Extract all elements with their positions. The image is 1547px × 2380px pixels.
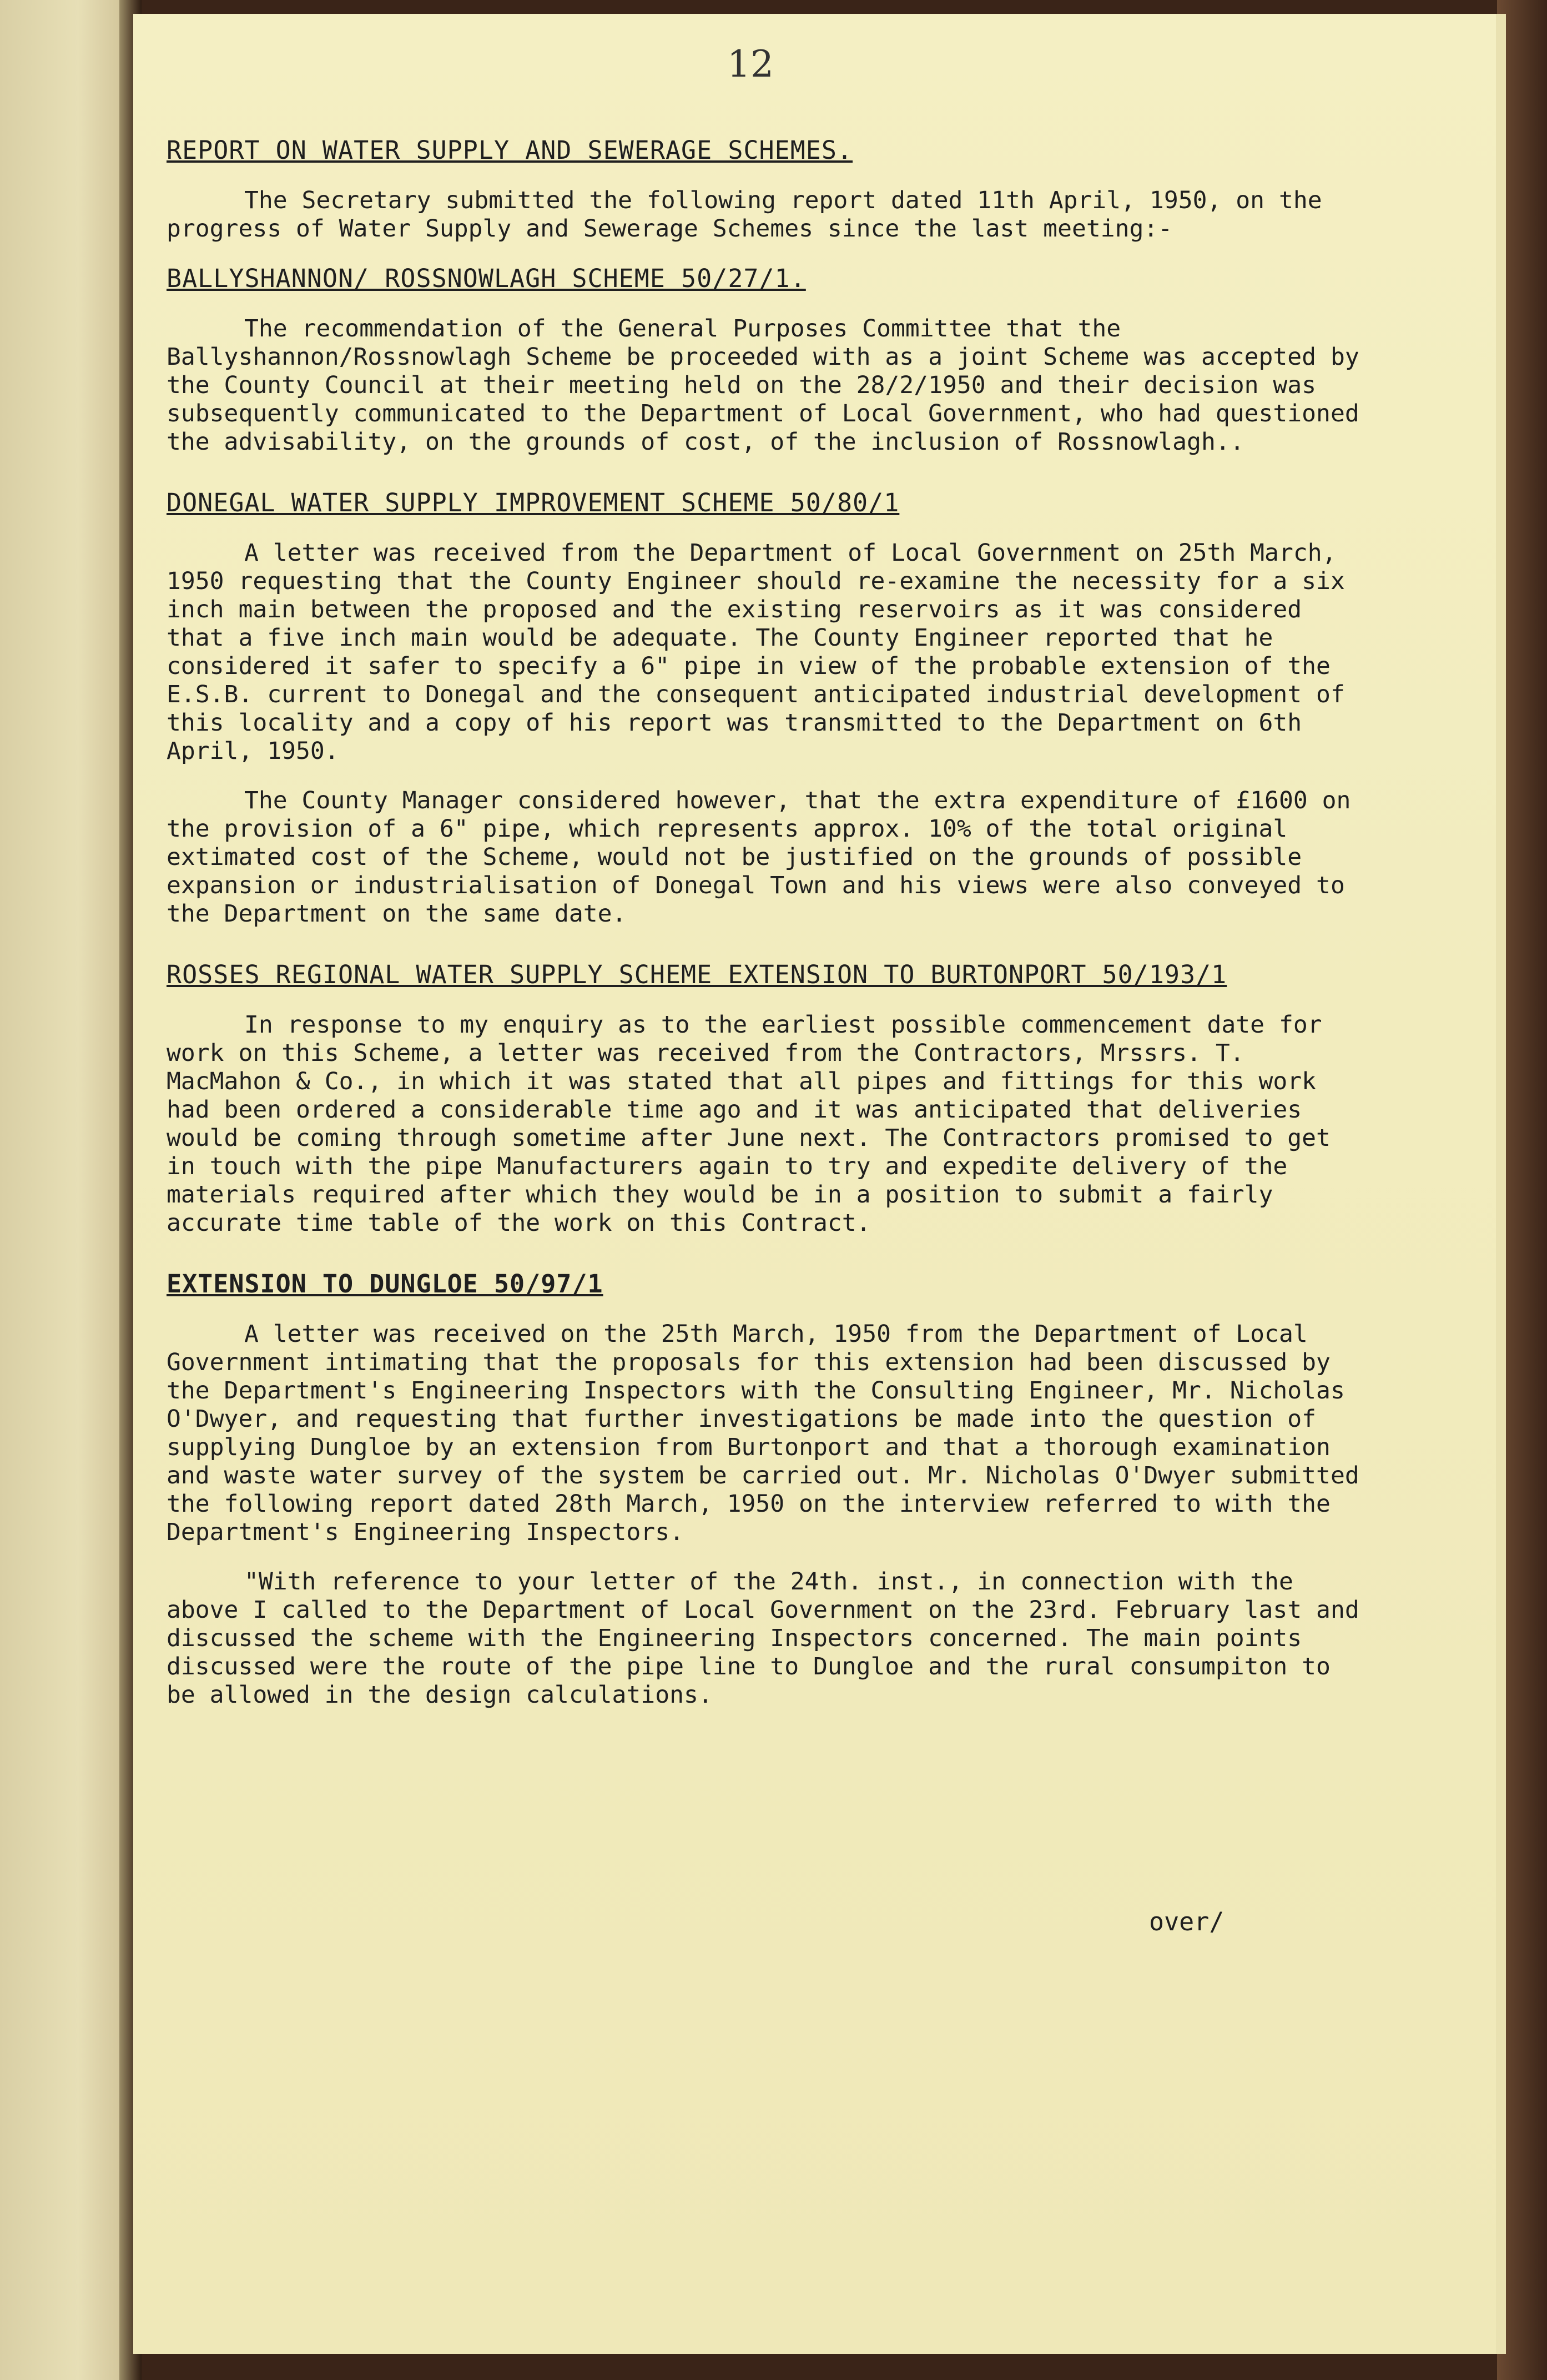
section-heading: ROSSES REGIONAL WATER SUPPLY SCHEME EXTENSION TO BURTONPORT 50/193/1 <box>167 960 1227 989</box>
section-ballyshannon <box>167 264 1360 456</box>
section-paragraph: The recommendation of the General Purposes Committee that the Ballyshannon/Rossnowlagh Scheme be proceeded with as a joint Scheme was accepted by the County Council at their meeting held on the 28/2/1950 and their decision was subsequently communicated to the Department of Local Government, who had questioned the advisability, on the grounds of cost, of the inclusion of Rossnowlagh.. <box>167 315 1359 456</box>
intro-paragraph: The Secretary submitted the following report dated 11th April, 1950, on the progress of Water Supply and Sewerage Schemes since the last meeting:- <box>167 187 1322 243</box>
section-rosses <box>167 960 1360 1237</box>
section-paragraph: A letter was received from the Department of Local Government on 25th March, 1950 requesting that the County Engineer should re-examine the necessity for a six inch main between the proposed and the existing reservoirs as it was considered that a five inch main would be adequate. The County Engineer reported that he considered it safer to specify a 6" pipe in view of the probable extension of the E.S.B. current to Donegal and the consequent anticipated industrial development of this locality and a copy of his report was transmitted to the Department on 6th April, 1950. <box>167 539 1345 765</box>
left-page-edge <box>0 0 130 2380</box>
section-paragraph: "With reference to your letter of the 24th. inst., in connection with the above I called to the Department of Local Government on the 23rd. February last and discussed the scheme with the Engineering Inspectors concerned. The main points discussed were the route of the pipe line to Dungloe and the rural consumpiton to be allowed in the design calculations. <box>167 1568 1359 1709</box>
section-heading: DONEGAL WATER SUPPLY IMPROVEMENT SCHEME 50/80/1 <box>167 488 900 517</box>
section-paragraph: In response to my enquiry as to the earliest possible commencement date for work on this Scheme, a letter was received from the Contractors, Mrssrs. T. MacMahon & Co., in which it was stated that all pipes and fittings for this work had been ordered a considerable time ago and it was anticipated that deliveries would be coming through sometime after June next. The Contractors promised to get in touch with the pipe Manufacturers again to try and expedite delivery of the materials required after which they would be in a position to submit a fairly accurate time table of the work on this Contract. <box>167 1011 1331 1237</box>
main-heading: REPORT ON WATER SUPPLY AND SEWERAGE SCHEMES. <box>167 135 853 165</box>
section-paragraph: The County Manager considered however, that the extra expenditure of £1600 on the provision of a 6" pipe, which represents approx. 10% of the total original extimated cost of the Scheme, would not be justified on the grounds of possible expansion or industrialisation of Donegal Town and his views were also conveyed to the Department on the same date. <box>167 787 1351 928</box>
section-dungloe <box>167 1270 1360 1709</box>
section-heading: EXTENSION TO DUNGLOE 50/97/1 <box>167 1269 603 1299</box>
section-paragraph: A letter was received on the 25th March, 1950 from the Department of Local Government intimating that the proposals for this extension had been discussed by the Department's Engineering Inspectors with the Consulting Engineer, Mr. Nicholas O'Dwyer, and requesting that further investigations be made into the question of supplying Dungloe by an extension from Burtonport and that a thorough examination and waste water survey of the system be carried out. Mr. Nicholas O'Dwyer submitted the following report dated 28th March, 1950 on the interview referred to with the Department's Engineering Inspectors. <box>167 1320 1359 1546</box>
section-heading: BALLYSHANNON/ ROSSNOWLAGH SCHEME 50/27/1. <box>167 264 806 293</box>
document-page <box>133 14 1506 2354</box>
page-number: 12 <box>727 43 774 85</box>
document-body <box>167 136 1360 1742</box>
continued-note: over/ <box>1149 1907 1225 1936</box>
section-donegal <box>167 489 1360 928</box>
